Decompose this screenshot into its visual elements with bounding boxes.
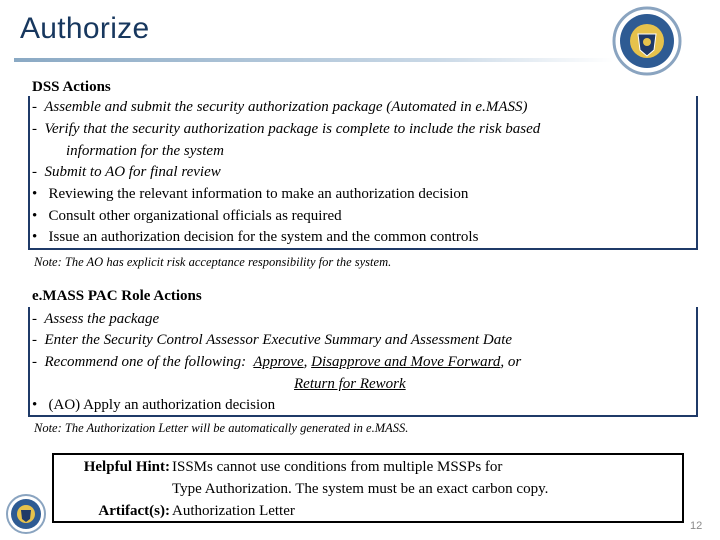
- list-item-text: Recommend one of the following:: [44, 354, 247, 370]
- list-item: [32, 99, 527, 116]
- slide-title: Authorize: [20, 12, 150, 45]
- list-marker: -: [32, 121, 37, 137]
- list-item-text: Issue an authorization decision for the system and the common controls: [48, 229, 479, 245]
- option-disapprove: Disapprove and Move Forward: [311, 354, 501, 370]
- artifact-label: Artifact(s):: [98, 503, 170, 519]
- helpful-hint-box: [52, 453, 684, 523]
- list-item: [32, 397, 275, 414]
- artifact-value: Authorization Letter: [172, 503, 295, 519]
- hint-line-2: Type Authorization. The system must be an exact carbon copy.: [172, 481, 549, 497]
- bullet-marker: •: [32, 397, 38, 413]
- list-item-text: Enter the Security Control Assessor Executive Summary and Assessment Date: [44, 332, 513, 348]
- list-item: [32, 332, 512, 349]
- list-marker: -: [32, 354, 37, 370]
- bullet-marker: •: [32, 208, 38, 224]
- list-item-text: Assess the package: [44, 311, 160, 327]
- option-separator: , or: [500, 354, 522, 370]
- hint-line-1: ISSMs cannot use conditions from multiple MSSPs for: [172, 459, 503, 475]
- option-approve: Approve: [253, 354, 304, 370]
- pac-actions-heading: e.MASS PAC Role Actions: [32, 288, 202, 304]
- option-return: Return for Rework: [294, 376, 406, 392]
- list-item: - Recommend one of the following: Approve, Disapprove and Move Forward, or: [32, 354, 522, 370]
- list-item: [32, 164, 221, 181]
- list-item-text: Submit to AO for final review: [44, 164, 221, 180]
- list-item-continuation: information for the system: [66, 143, 224, 159]
- dcsa-seal-icon: [612, 6, 682, 76]
- list-item: [32, 186, 468, 203]
- dcsa-seal-small-icon: [6, 494, 46, 534]
- list-item-continuation: [294, 376, 406, 393]
- pac-note: Note: The Authorization Letter will be automatically generated in e.MASS.: [34, 421, 409, 435]
- list-item-text: (AO) Apply an authorization decision: [48, 397, 276, 413]
- list-marker: -: [32, 164, 37, 180]
- bullet-marker: •: [32, 186, 38, 202]
- bullet-marker: •: [32, 229, 38, 245]
- list-item: [32, 121, 540, 138]
- list-item-text: Assemble and submit the security authorization package (Automated in e.MASS): [44, 99, 528, 115]
- hint-label: Helpful Hint:: [83, 459, 170, 475]
- dss-actions-heading: DSS Actions: [32, 79, 111, 95]
- list-item-text: Verify that the security authorization package is complete to include the risk based: [44, 121, 541, 137]
- list-marker: -: [32, 311, 37, 327]
- title-divider: [14, 58, 614, 62]
- list-item-text: Consult other organizational officials as required: [48, 208, 342, 224]
- list-item: [32, 311, 159, 328]
- list-marker: -: [32, 99, 37, 115]
- list-item-text: Reviewing the relevant information to make an authorization decision: [48, 186, 469, 202]
- dss-note: Note: The AO has explicit risk acceptance responsibility for the system.: [34, 255, 392, 269]
- list-marker: -: [32, 332, 37, 348]
- page-number: 12: [690, 520, 703, 532]
- list-item: [32, 229, 478, 246]
- list-item: [32, 208, 342, 225]
